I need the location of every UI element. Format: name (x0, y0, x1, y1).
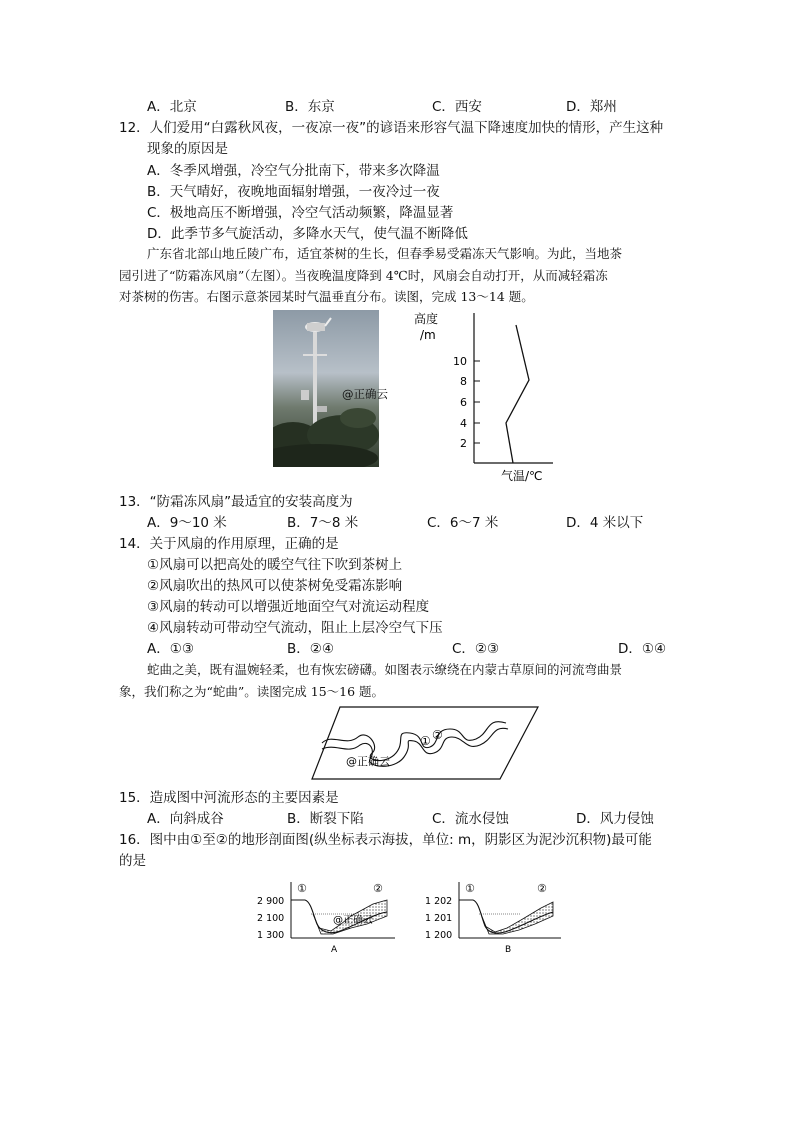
profile-b-marker-2: ② (537, 882, 547, 895)
q12-stem-line2: 现象的原因是 (147, 141, 228, 157)
q14-option-c: C．②③ (452, 641, 500, 657)
profile-b-tick-1201: 1 201 (425, 913, 453, 924)
profile-a-tick-2900: 2 900 (257, 896, 285, 907)
q14-item-1: ①风扇可以把高处的暖空气往下吹到茶树上 (147, 557, 403, 573)
q15-option-b: B．断裂下陷 (287, 811, 364, 827)
profile-a-tick-1300: 1 300 (257, 930, 285, 941)
meander-map (310, 703, 540, 783)
fig1-watermark: @正确云 (342, 387, 388, 401)
q14-item-3: ③风扇的转动可以增强近地面空气对流运动程度 (147, 599, 430, 615)
q12-option-d: D．此季节多气旋活动，多降水天气，使气温不断降低 (147, 226, 468, 242)
y-tick-6: 6 (460, 396, 467, 409)
q15-option-a: A．向斜成谷 (147, 811, 224, 827)
y-tick-8: 8 (460, 375, 467, 388)
passage2-line2: 象，我们称之为“蛇曲”。读图完成 15～16 题。 (119, 684, 385, 699)
q14-option-d: D．①④ (618, 641, 667, 657)
q14-item-2: ②风扇吹出的热风可以使茶树免受霜冻影响 (147, 578, 403, 594)
q13-option-b: B．7～8 米 (287, 515, 359, 531)
y-tick-2: 2 (460, 437, 467, 450)
profile-b (425, 876, 575, 956)
q14-option-a: A．①③ (147, 641, 194, 657)
passage1-line1: 广东省北部山地丘陵广布，适宜茶树的生长，但春季易受霜冻天气影响。为此，当地茶 (147, 246, 623, 261)
profile-a-marker-1: ① (297, 882, 307, 895)
q15-option-c: C．流水侵蚀 (432, 811, 509, 827)
q13-stem: 13．“防霜冻风扇”最适宜的安装高度为 (119, 494, 353, 510)
q14-option-b: B．②④ (287, 641, 334, 657)
profile-b-tick-1202: 1 202 (425, 896, 453, 907)
q13-option-d: D．4 米以下 (566, 515, 644, 531)
map-marker-1: ① (420, 734, 431, 748)
passage2-line1: 蛇曲之美，既有温婉轻柔，也有恢宏磅礴。如图表示缭绕在内蒙古草原间的河流弯曲景 (147, 662, 623, 677)
profile-b-sediment (481, 902, 553, 934)
passage1-line2: 园引进了“防霜冻风扇”（左图）。当夜晚温度降到 4℃时，风扇会自动打开，从而减轻霜冻 (119, 268, 608, 283)
y-tick-4: 4 (460, 417, 467, 430)
q13-option-a: A．9～10 米 (147, 515, 227, 531)
y-label-unit: /m (420, 328, 436, 342)
temperature-curve (506, 325, 529, 463)
profile-a-tick-2100: 2 100 (257, 913, 285, 924)
q12-option-a: A．冬季风增强，冷空气分批南下，带来多次降温 (147, 163, 440, 179)
q12-stem-line1: 12．人们爱用“白露秋风夜，一夜凉一夜”的谚语来形容气温下降速度加快的情形，产生这种 (119, 120, 664, 136)
q14-item-4: ④风扇转动可带动空气流动，阻止上层冷空气下压 (147, 620, 443, 636)
profile-b-tick-1200: 1 200 (425, 930, 453, 941)
q15-stem: 15．造成图中河流形态的主要因素是 (119, 790, 339, 806)
profile-a-marker-2: ② (373, 882, 383, 895)
profile-a (255, 876, 405, 956)
q12-option-c: C．极地高压不断增强，冷空气活动频繁，降温显著 (147, 205, 454, 221)
y-tick-10: 10 (453, 355, 467, 368)
map-marker-2: ② (432, 728, 443, 742)
q15-option-d: D．风力侵蚀 (576, 811, 654, 827)
x-label-temperature: 气温/℃ (501, 469, 543, 483)
q11-option-d: D．郑州 (566, 99, 617, 115)
q14-stem: 14．关于风扇的作用原理，正确的是 (119, 536, 339, 552)
q12-option-b: B．天气晴好，夜晚地面辐射增强，一夜冷过一夜 (147, 184, 440, 200)
temperature-profile-chart (405, 305, 575, 485)
y-label-height: 高度 (414, 312, 439, 326)
q16-stem-line1: 16．图中由①至②的地形剖面图(纵坐标表示海拔，单位: m，阴影区为泥沙沉积物)最可能 (119, 832, 652, 848)
q13-option-c: C．6～7 米 (427, 515, 499, 531)
q16-stem-line2: 的是 (119, 853, 146, 869)
fig3-watermark: @正确云 (333, 915, 373, 926)
fig2-watermark: @正确云 (346, 755, 390, 768)
q11-option-a: A．北京 (147, 99, 197, 115)
profile-a-label: A (331, 945, 338, 955)
profile-b-marker-1: ① (465, 882, 475, 895)
passage1-line3: 对茶树的伤害。右图示意茶园某时气温垂直分布。读图，完成 13～14 题。 (119, 289, 534, 304)
q11-option-c: C．西安 (432, 99, 482, 115)
q11-option-b: B．东京 (285, 99, 335, 115)
profile-b-label: B (505, 945, 512, 955)
